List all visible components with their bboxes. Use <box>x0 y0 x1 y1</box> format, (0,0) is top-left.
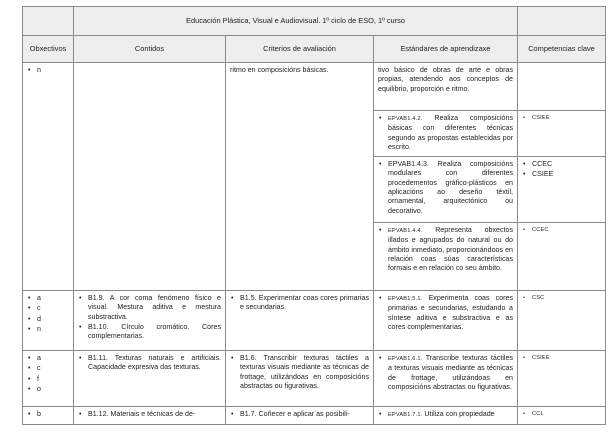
estandar-code: EPVAB1.5.1. <box>388 296 423 303</box>
contidos-cell <box>74 291 226 351</box>
criterio-cell <box>226 63 374 291</box>
competencias-cell <box>518 63 606 111</box>
obxectivo-item: • c <box>27 304 69 313</box>
curriculum-page <box>22 6 605 425</box>
column-header-obxectivos: Obxectivos <box>23 36 74 63</box>
competencias-cell <box>518 157 606 223</box>
criterio-cell <box>226 351 374 407</box>
obxectivo-item: • f <box>27 375 69 384</box>
estandar-cell <box>374 223 518 291</box>
estandar-cell <box>374 63 518 111</box>
obxectivo-item: • d <box>27 315 69 324</box>
competencia-item: • CSIEE <box>522 170 601 179</box>
contido-item: • B1.11. Texturas naturais e artificiais. Capacidade expresiva das texturas. <box>78 354 221 373</box>
curriculum-table <box>22 6 606 425</box>
competencia-item: • CSIEE <box>522 354 601 363</box>
obxectivo-item: • n <box>27 66 69 75</box>
column-header-criterios: Criterios de avaliación <box>226 36 374 63</box>
obxectivos-cell <box>23 63 74 291</box>
competencias-cell <box>518 111 606 157</box>
criterio-cell <box>226 407 374 425</box>
estandar-text: Realiza composicións básicas con diferentes técnicas segundo as propostas establecidas por escrito. <box>388 114 513 151</box>
estandar-code: EPVAB1.4.3. <box>388 160 429 169</box>
obxectivo-item: • c <box>27 364 69 373</box>
estandar-text: Representa obxectos illados e agrupados do natural ou do ámbito inmediato, proporcionándoos en relación coas súas características formais e en relación co seu ámbito. <box>388 226 513 273</box>
estandar-text: Experimenta coas cores primarias e secundarias, estudando a síntese aditiva e substractiva e as cores complementarias. <box>388 294 513 332</box>
criterio-text: • B1.7. Coñecer e aplicar as posibili- <box>230 410 369 419</box>
competencias-cell <box>518 351 606 407</box>
column-header-estandares: Estándares de aprendizaxe <box>374 36 518 63</box>
obxectivo-item: • b <box>27 410 69 419</box>
competencia-item: • CCEC <box>522 160 601 169</box>
estandar-text: Realiza composicións modulares con diferentes procedementos gráfico-plásticos en aplicacións ao deseño téxtil, ornamental, arquitectónico ou decorativo. <box>388 160 513 215</box>
obxectivos-cell <box>23 291 74 351</box>
estandar-cell <box>374 111 518 157</box>
competencias-cell <box>518 407 606 425</box>
estandar-text: tivo básico de obras de arte e obras propias, atendendo aos conceptos de equilibrio, proporción e ritmo. <box>378 66 513 93</box>
table-title: Educación Plástica, Visual e Audiovisual. 1º ciclo de ESO, 1º curso <box>74 7 518 36</box>
competencia-item: • CCL <box>522 410 601 419</box>
contido-item: • B1.9. A cor coma fenómeno físico e visual. Mestura aditiva e mestura substractiva. <box>78 294 221 322</box>
obxectivo-item: • n <box>27 325 69 334</box>
competencias-cell <box>518 291 606 351</box>
obxectivo-item: • a <box>27 354 69 363</box>
contido-item: • B1.10. Círculo cromático. Cores complementarias. <box>78 323 221 342</box>
competencias-cell <box>518 223 606 291</box>
estandar-cell <box>374 407 518 425</box>
estandar-cell <box>374 291 518 351</box>
contidos-cell <box>74 351 226 407</box>
estandar-code: EPVAB1.4.2. <box>388 116 423 122</box>
competencia-item: • CSC <box>522 294 601 303</box>
competencia-item: • CCEC <box>522 226 601 235</box>
criterio-text: • B1.6. Transcribir texturas táctiles a texturas visuais mediante as técnicas de frottage, utilizándoas en composicións abstractas ou figurativas. <box>230 354 369 391</box>
estandar-text: Transcribe texturas táctiles a texturas visuais mediante as técnicas de frottage, utilizándoas en composicións abstractas ou figurativas. <box>388 354 513 392</box>
contido-item: • B1.12. Materiais e técnicas de de- <box>78 410 221 419</box>
estandar-code: EPVAB1.4.4. <box>388 228 423 235</box>
obxectivo-item: • o <box>27 385 69 394</box>
criterio-text: • B1.5. Experimentar coas cores primarias e secundarias. <box>230 294 369 313</box>
column-header-contidos: Contidos <box>74 36 226 63</box>
estandar-text: Utiliza con propiedade <box>424 410 495 419</box>
obxectivos-cell <box>23 351 74 407</box>
obxectivo-item: • a <box>27 294 69 303</box>
estandar-cell <box>374 157 518 223</box>
contidos-cell <box>74 63 226 291</box>
header-spacer-right <box>518 7 606 36</box>
column-header-competencias: Competencias clave <box>518 36 606 63</box>
estandar-cell <box>374 351 518 407</box>
header-spacer-left <box>23 7 74 36</box>
criterio-text: ritmo en composicións básicas. <box>230 66 329 74</box>
contidos-cell <box>74 407 226 425</box>
estandar-code: EPVAB1.6.1. <box>388 356 423 363</box>
obxectivos-cell <box>23 407 74 425</box>
competencia-item: • CSIEE <box>522 114 601 123</box>
criterio-cell <box>226 291 374 351</box>
estandar-code: EPVAB1.7.1. <box>388 412 423 419</box>
